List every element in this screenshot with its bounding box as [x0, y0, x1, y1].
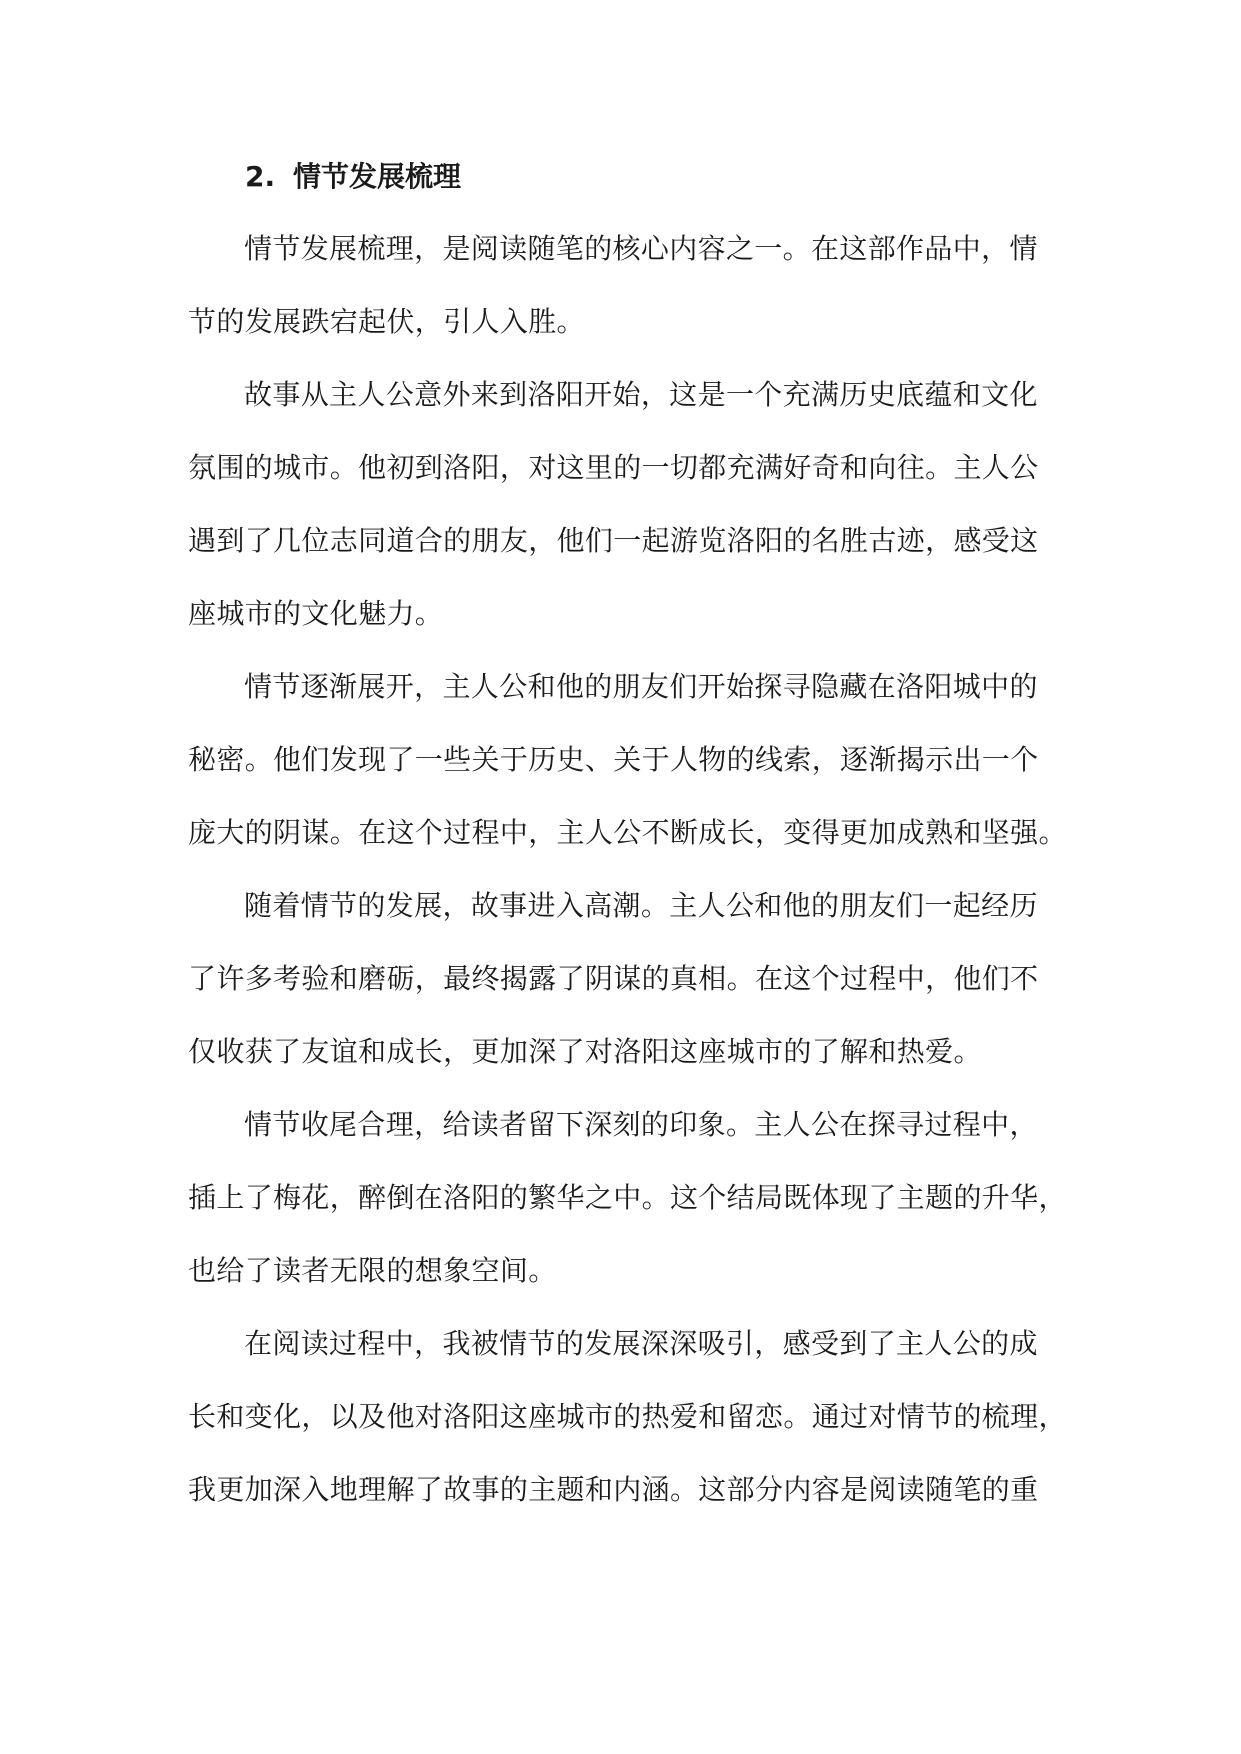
paragraph [188, 358, 1058, 650]
text-line: 长和变化，以及他对洛阳这座城市的热爱和留恋。通过对情节的梳理， [188, 1400, 1067, 1433]
text-line: 随着情节的发展，故事进入高潮。主人公和他的朋友们一起经历 [244, 889, 1038, 922]
paragraph [188, 650, 1067, 869]
section-number: 2. [245, 160, 276, 193]
text-line: 在阅读过程中，我被情节的发展深深吸引，感受到了主人公的成 [244, 1327, 1038, 1360]
text-line: 节的发展跌宕起伏，引人入胜。 [188, 305, 585, 338]
text-line: 遇到了几位志同道合的朋友，他们一起游览洛阳的名胜古迹，感受这 [188, 524, 1039, 557]
paragraph [188, 212, 1058, 358]
text-line: 插上了梅花，醉倒在洛阳的繁华之中。这个结局既体现了主题的升华， [188, 1181, 1067, 1214]
text-line: 我更加深入地理解了故事的主题和内涵。这部分内容是阅读随笔的重 [188, 1473, 1039, 1506]
paragraph [188, 1088, 1067, 1307]
text-line: 情节发展梳理，是阅读随笔的核心内容之一。在这部作品中，情 [244, 232, 1038, 265]
text-line: 座城市的文化魅力。 [188, 597, 444, 630]
text-line: 仅收获了友谊和成长，更加深了对洛阳这座城市的了解和热爱。 [188, 1035, 982, 1068]
text-line: 氛围的城市。他初到洛阳，对这里的一切都充满好奇和向往。主人公 [188, 451, 1039, 484]
text-line: 情节收尾合理，给读者留下深刻的印象。主人公在探寻过程中， [244, 1108, 1038, 1141]
paragraph [188, 869, 1058, 1088]
text-line: 庞大的阴谋。在这个过程中，主人公不断成长，变得更加成熟和坚强。 [188, 816, 1067, 849]
section-title: 情节发展梳理 [293, 160, 462, 193]
text-line: 故事从主人公意外来到洛阳开始，这是一个充满历史底蕴和文化 [244, 378, 1038, 411]
text-line: 情节逐渐展开，主人公和他的朋友们开始探寻隐藏在洛阳城中的 [244, 670, 1038, 703]
document-body [188, 142, 1067, 1526]
section-heading [188, 142, 1058, 212]
text-line: 也给了读者无限的想象空间。 [188, 1254, 557, 1287]
text-line: 了许多考验和磨砺，最终揭露了阴谋的真相。在这个过程中，他们不 [188, 962, 1039, 995]
text-line: 秘密。他们发现了一些关于历史、关于人物的线索，逐渐揭示出一个 [188, 743, 1039, 776]
paragraph [188, 1307, 1067, 1526]
